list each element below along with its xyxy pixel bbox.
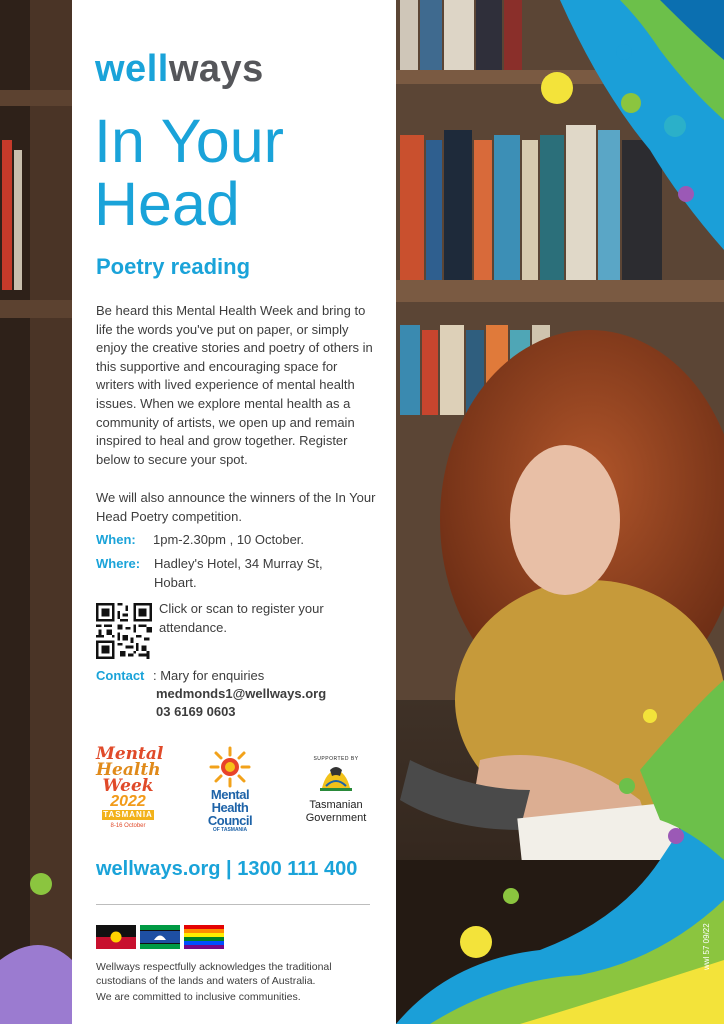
where-value: Hadley's Hotel, 34 Murray St, Hobart. bbox=[154, 556, 323, 590]
sun-icon bbox=[209, 746, 251, 788]
event-description: Be heard this Mental Health Week and bring to life the words you've put on paper, or simply enjoy the creative stories and poetry of others in this supportive and encouraging space for writers with lived experience of mental health issues. When we explore mental health as a community of artists, we open up and remain inspired to heal and grow together. Register below to secure your spot. bbox=[96, 303, 373, 467]
contact-row bbox=[96, 667, 327, 719]
contact-email[interactable]: medmonds1@wellways.org bbox=[156, 686, 327, 701]
logo-well: well bbox=[95, 48, 169, 90]
inclusive-statement: We are committed to inclusive communities. bbox=[96, 991, 301, 1003]
mhc-sub: OF TASMANIA bbox=[212, 827, 248, 833]
registration-qr-code[interactable] bbox=[96, 603, 152, 659]
when-label: When: bbox=[96, 532, 136, 547]
document-code: wwl 57 09/22 bbox=[702, 923, 711, 970]
when-value: 1pm-2.30pm , 10 October. bbox=[153, 532, 305, 547]
mhw-line2: Health bbox=[96, 760, 161, 780]
qr-instruction: Click or scan to register your attendance. bbox=[159, 601, 324, 635]
mhc-line2: Health bbox=[211, 800, 249, 815]
mhw-dates: 8-16 October bbox=[110, 823, 146, 829]
event-title bbox=[94, 107, 384, 238]
pride-flag-icon bbox=[184, 925, 224, 949]
website-phone[interactable]: wellways.org | 1300 111 400 bbox=[96, 858, 358, 880]
contact-phone[interactable]: 03 6169 0603 bbox=[156, 704, 236, 719]
tasmanian-tiger-icon bbox=[316, 762, 356, 794]
tas-line1: Tasmanian bbox=[309, 799, 363, 811]
mental-health-council-logo bbox=[200, 746, 260, 833]
mhw-region: TASMANIA bbox=[103, 810, 153, 819]
mhw-line1: Mental bbox=[96, 744, 164, 764]
mhc-line1: Mental bbox=[210, 787, 250, 802]
wellways-logo bbox=[95, 50, 264, 88]
contact-text: : Mary for enquiries bbox=[153, 668, 265, 683]
mental-health-week-logo bbox=[96, 744, 164, 829]
divider bbox=[96, 904, 370, 905]
mhc-line3: Council bbox=[207, 813, 253, 828]
tas-line2: Government bbox=[305, 812, 367, 824]
contact-label: Contact bbox=[96, 668, 145, 683]
when-row bbox=[96, 531, 305, 550]
logo-ways: ways bbox=[168, 48, 264, 90]
event-subtitle: Poetry reading bbox=[96, 254, 251, 279]
mhw-line3: Week bbox=[102, 776, 154, 796]
where-row bbox=[96, 555, 323, 590]
event-title-line2: Head bbox=[94, 170, 240, 238]
aboriginal-flag-icon bbox=[96, 925, 136, 949]
mhw-year: 2022 bbox=[110, 793, 146, 810]
acknowledgement: Wellways respectfully acknowledges the traditional custodians of the lands and waters of Australia. bbox=[96, 961, 332, 987]
tasmanian-government-logo bbox=[296, 756, 376, 825]
torres-strait-flag-icon bbox=[140, 925, 180, 949]
event-announcement: We will also announce the winners of the In Your Head Poetry competition. bbox=[96, 490, 376, 524]
event-title-line1: In Your bbox=[94, 107, 284, 175]
where-label: Where: bbox=[96, 556, 141, 571]
supported-by: SUPPORTED BY bbox=[313, 756, 359, 762]
